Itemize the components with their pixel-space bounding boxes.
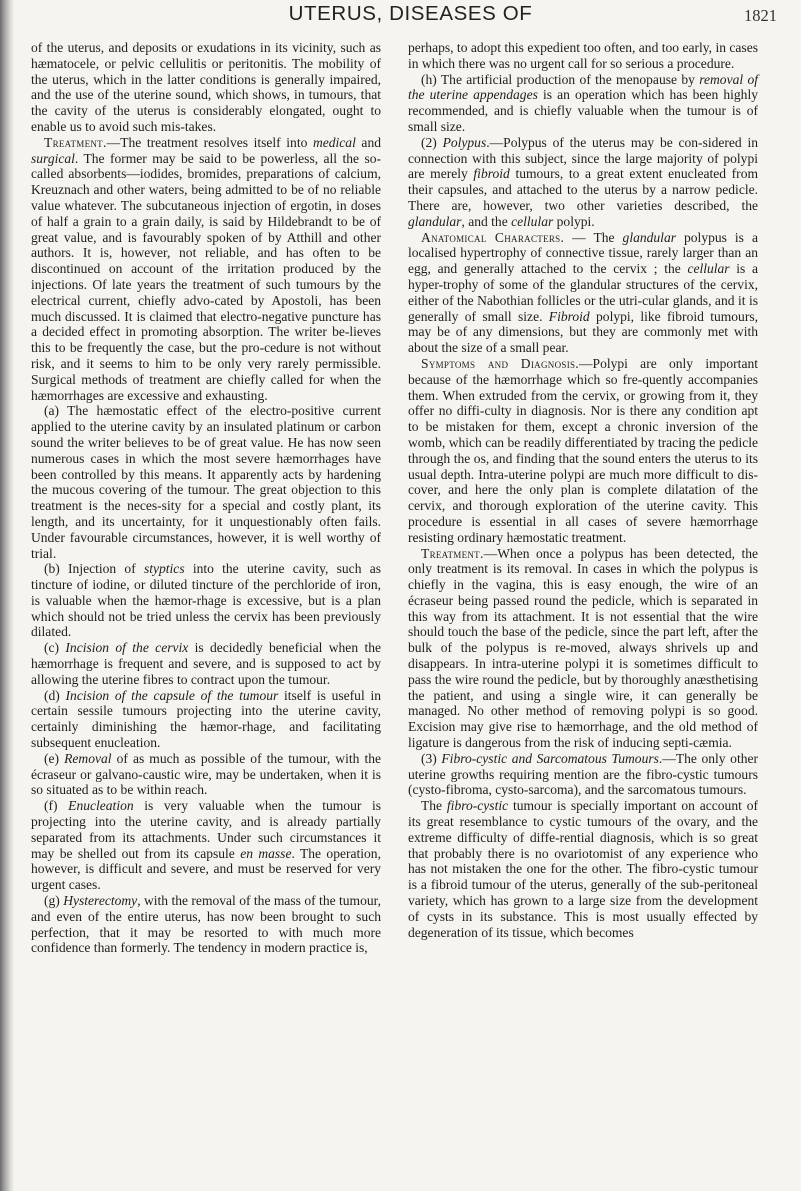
paragraph-item-a: (a) The hæmostatic effect of the electro-positive current applied to the uterine cavity by an insulated platinum or carbon sound the writer believes to be of great value. He has now seen numerous cases in which the most severe hæmorrhages have been controlled by this means. It apparently acts by hardening the mucous covering of the tumour. The great objection to this treatment is the neces-sity for a special and costly plant, its length, and its uncertainty, for it unquestionably often fails. Under favourable circumstances, however, it is well worthy of trial. (31, 403, 381, 561)
section-heading: Treatment. (44, 134, 107, 150)
paragraph: perhaps, to adopt this expedient too often, and too early, in cases in which there was no urgent call for so serious a procedure. (408, 40, 758, 71)
paragraph-item-b: (b) Injection of styptics into the uterine cavity, such as tincture of iodine, or diluted tincture of the perchloride of iron, is valuable when the hæmor-rhage is excessive, but is a plan which should not be tried unless the cervix has been previously dilated. (31, 561, 381, 640)
paragraph-fibro-cystic-detail: The fibro-cystic tumour is specially important on account of its great resemblance to cystic tumours of the ovary, and the extreme difficulty of diffe-rential diagnosis, which is so great that probably there is no ovariotomist of any experience who has not mistaken the one for the other. The fibro-cystic tumour is a fibroid tumour of the uterus, generally of the sub-peritoneal variety, which has grown to a large size from the development of cysts in its substance. This is most usually effected by degeneration of its tissue, which becomes (408, 798, 759, 940)
book-spine-shadow (0, 0, 14, 1191)
paragraph-item-h: (h) The artificial production of the menopause by removal of the uterine appendages is an operation which has been highly recommended, and is chiefly valuable when the tumour is of small size. (408, 71, 758, 134)
paragraph-item-e: (e) Removal of as much as possible of the tumour, with the écraseur or galvano-caustic wire, may be undertaken, when it is so situated as to be within reach. (31, 750, 382, 798)
paragraph-symptoms: Symptoms and Diagnosis.—Polypi are only important because of the hæmorrhage which so fre-quently accompanies them. When extruded from the cervix, or growing from it, they offer no diffi-culty in diagnosis. Nor is there any condition apt to be mistaken for them, except a chronic inversion of the womb, which can be readily differentiated by tracing the pedicle through the os, and finding that the sound enters the uterus to its usual depth. Intra-uterine polypi are much more difficult to dis-cover, and here the only plan is complete dilatation of the cervix, and thorough exploration of the uterine cavity. This procedure is essential in all cases of severe hæmorrhage resisting ordinary hæmostatic treatment. (408, 355, 758, 545)
paragraph-treatment: Treatment.—When once a polypus has been detected, the only treatment is its removal. In cases in which the polypus is chiefly in the vagina, this is easy enough, the wire of an écraseur being passed round the pedicle, which is separated in this way from its attachment. It is not essential that the wire should touch the base of the pedicle, since the part left, after the bulk of the polypus is re-moved, always shrivels up and disappears. In intra-uterine polypi it is sometimes difficult to pass the wire round the pedicle, but by thoroughly anæsthetising the patient, and using a single wire, it can generally be managed. No other method of removing polypi is so good. Excision may give rise to hæmorrhage, and the old method of ligature is dangerous from the risk of inducing septi-cæmia. (408, 545, 758, 751)
paragraph-item-f: (f) Enucleation is very valuable when the tumour is projecting into the uterine cavity, and is already partially separated from its attachments. Under such circumstances it may be shelled out from its capsule en masse. The operation, however, is difficult and severe, and must be reserved for very urgent cases. (31, 798, 382, 893)
right-column (408, 40, 758, 940)
paragraph-treatment: Treatment.—The treatment resolves itself into medical and surgical. The former may be said to be powerless, all the so-called absorbents—iodides, bromides, preparations of calcium, Kreuznach and other waters, being admitted to be of no reliable value whatever. The subcutaneous injection of ergotin, in doses of half a grain to a grain daily, is said by Hildebrandt to be of great value, and is favourably spoken of by Atthill and other authors. It is, however, not reliable, and has often to be discontinued on account of the irritation produced by the injections. Of late years the treatment of such tumours by the electrical current, chiefly advo-cated by Apostoli, has been much discussed. It is claimed that electro-negative puncture has a decided effect in promoting absorption. The writer be-lieves this to be frequently the case, but the pro-cedure is not without risk, and it seems to him to be only very rarely permissible. Surgical methods of treatment are chiefly called for when the hæmorrhages are excessive and exhausting. (31, 134, 381, 403)
section-heading: Symptoms and Diagnosis. (421, 355, 579, 371)
page-header (40, 2, 781, 32)
section-heading: Anatomical Characters. (421, 229, 565, 245)
section-heading: Treatment. (421, 545, 484, 561)
left-column (31, 40, 381, 956)
paragraph-item-c: (c) Incision of the cervix is decidedly beneficial when the hæmorrhage is frequent and severe, and is supposed to act by allowing the uterine fibres to contract upon the tumour. (31, 640, 381, 687)
page-number: 1821 (744, 6, 777, 25)
paragraph-item-g: (g) Hysterectomy, with the removal of the mass of the tumour, and even of the entire uterus, has now been brought to such perfection, that it may be resorted to with much more confidence than formerly. The tendency in modern practice is, (31, 893, 381, 956)
running-head: UTERUS, DISEASES OF (288, 2, 533, 25)
paragraph-item-d: (d) Incision of the capsule of the tumour itself is useful in certain sessile tumours projecting into the uterine cavity, certainly diminishing the hæmor-rhage, and facilitating subsequent enucleation. (31, 687, 381, 751)
paragraph: of the uterus, and deposits or exudations in its vicinity, such as hæmatocele, or pelvic cellulitis or peritonitis. The mobility of the uterus, which in the latter conditions is generally impaired, and the use of the uterine sound, which shows, in tumours, that the cavity of the uterus is considerably elongated, ought to enable us to avoid such mis-takes. (31, 40, 381, 134)
paragraph-polypus: (2) Polypus.—Polypus of the uterus may be con-sidered in connection with this subject, since the large majority of polypi are merely fibroid tumours, to a great extent enucleated from their capsules, and attached to the uterus by a narrow pedicle. There are, however, two other varieties described, the glandular, and the cellular polypi. (408, 134, 759, 229)
paragraph-anatomical: Anatomical Characters. — The glandular polypus is a localised hypertrophy of connective tissue, rarely larger than an egg, and generally attached to the cervix ; the cellular is a hyper-trophy of some of the glandular structures of the cervix, either of the Nabothian follicles or the utri-cular glands, and it is generally of small size. Fibroid polypi, like fibroid tumours, may be of any dimensions, but they are commonly met with about the size of a small pear. (408, 229, 758, 356)
paragraph-fibro-cystic: (3) Fibro-cystic and Sarcomatous Tumours.—The only other uterine growths requiring mention are the fibro-cystic tumours (cysto-fibroma, cysto-sarcoma), and the sarcomatous tumours. (408, 750, 759, 798)
